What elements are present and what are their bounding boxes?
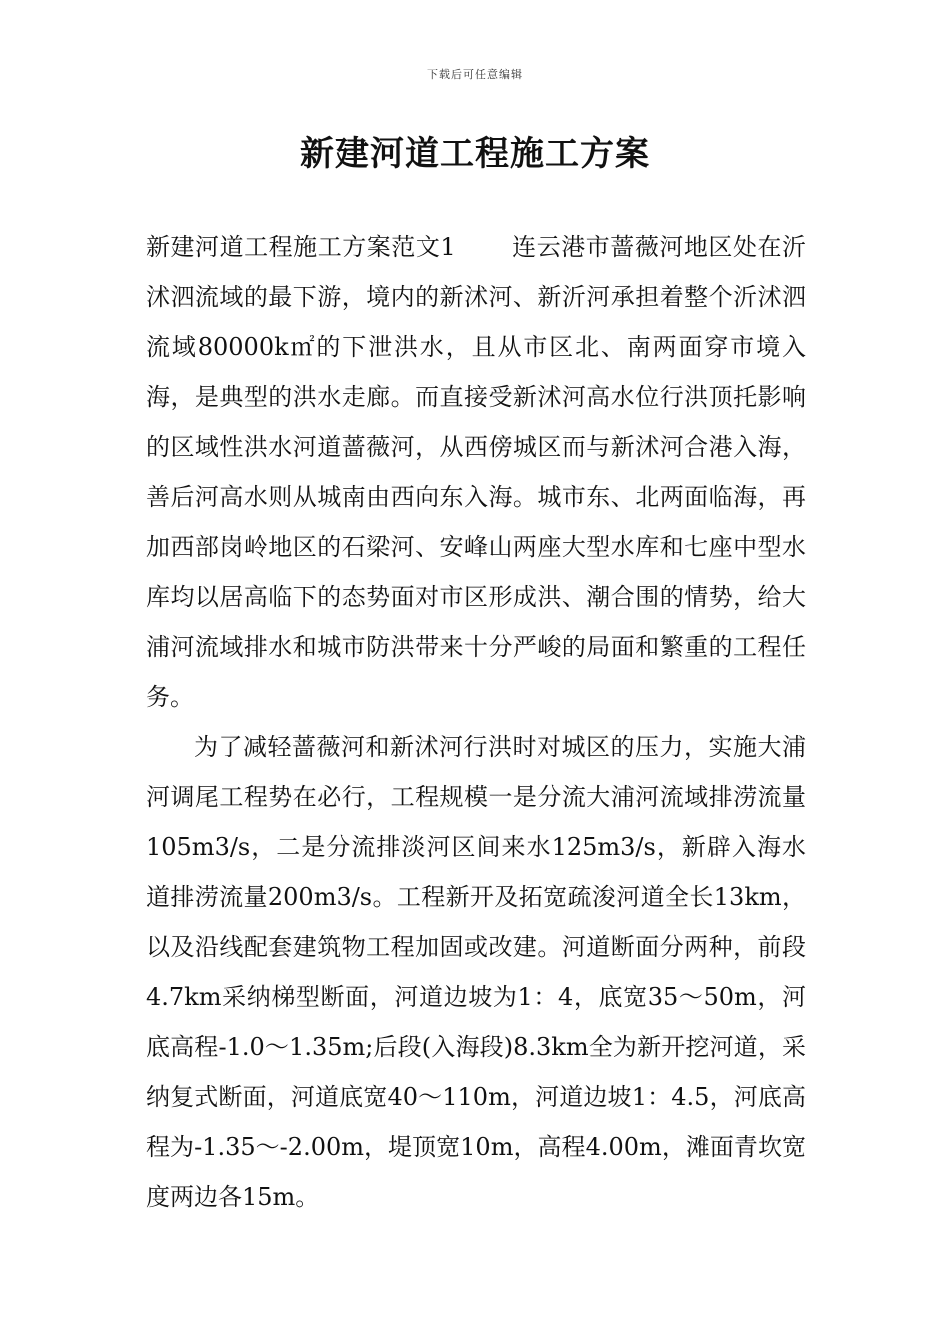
paragraph-2: 为了减轻蔷薇河和新沭河行洪时对城区的压力，实施大浦河调尾工程势在必行，工程规模一是分流大浦河流域排涝流量105m3/s，二是分流排淡河区间来水125m3/s，新辟入海水道排涝流量200m3/s。工程新开及拓宽疏浚河道全长13km，以及沿线配套建筑物工程加固或改建。河道断面分两种，前段4.7km采纳梯型断面，河道边坡为1：4，底宽35～50m，河底高程-1.0～1.35m;后段(入海段)8.3km全为新开挖河道，采纳复式断面，河道底宽40～110m，河道边坡1：4.5，河底高程为-1.35～-2.00m，堤顶宽10m，高程4.00m，滩面青坎宽度两边各15m。 (146, 733, 806, 1211)
paragraph-intro (146, 222, 806, 722)
paragraph-1-text: 连云港市蔷薇河地区处在沂沭泗流域的最下游，境内的新沭河、新沂河承担着整个沂沭泗流域80000k㎡的下泄洪水，且从市区北、南两面穿市境入海，是典型的洪水走廊。而直接受新沭河高水位行洪顶托影响的区域性洪水河道蔷薇河，从西傍城区而与新沭河合港入海，善后河高水则从城南由西向东入海。城市东、北两面临海，再加西部岗岭地区的石梁河、安峰山两座大型水库和七座中型水库均以居高临下的态势面对市区形成洪、潮合围的情势，给大浦河流域排水和城市防洪带来十分严峻的局面和繁重的工程任务。 (146, 233, 806, 711)
header-note: 下载后可任意编辑 (427, 68, 523, 81)
document-body (146, 222, 806, 1222)
intro-label: 新建河道工程施工方案范文1 (146, 233, 456, 261)
document-title: 新建河道工程施工方案 (300, 134, 650, 174)
